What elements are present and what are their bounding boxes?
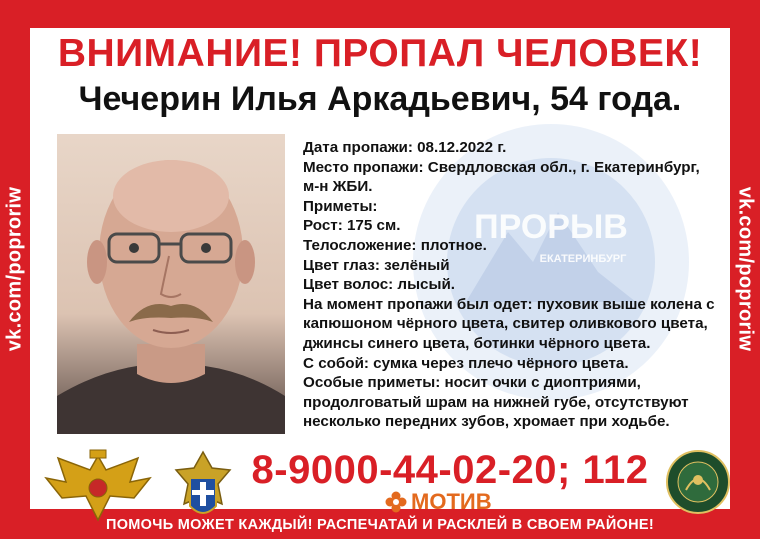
contact-phone[interactable]: 8-9000-44-02-20; 112	[251, 448, 649, 492]
vk-link-right[interactable]: vk.com/poproriw	[734, 186, 757, 352]
footer-call-to-action: ПОМОЧЬ МОЖЕТ КАЖДЫЙ! РАСПЕЧАТАЙ И РАСКЛЕЙ В СВОЕМ РАЙОНЕ!	[106, 517, 654, 533]
sponsor-name: МОТИВ	[411, 489, 492, 514]
mvd-eagle-emblem-icon	[38, 448, 158, 528]
info-line: джинсы синего цвета, ботинки чёрного цвета.	[303, 334, 651, 352]
info-line: На момент пропажи был одет: пуховик выше колена с	[303, 295, 715, 313]
investigative-committee-emblem-icon	[168, 448, 238, 528]
info-line: Рост: 175 см.	[303, 217, 401, 235]
missing-person-photo	[57, 134, 285, 434]
info-line: Дата пропажи: 08.12.2022 г.	[303, 139, 507, 156]
info-line: Приметы:	[303, 197, 378, 215]
info-line: м-н ЖБИ.	[303, 178, 373, 196]
missing-person-name: Чечерин Илья Аркадьевич, 54 года.	[78, 80, 682, 118]
red-frame-top	[0, 0, 760, 28]
info-line: капюшоном чёрного цвета, свитер оливкового цвета,	[303, 315, 708, 333]
info-line: Цвет волос: лысый.	[303, 276, 456, 294]
watermark-city: ЕКАТЕРИНБУРГ	[539, 253, 627, 265]
page-title: ВНИМАНИЕ! ПРОПАЛ ЧЕЛОВЕК!	[57, 32, 703, 75]
info-line: Цвет глаз: зелёный	[303, 256, 450, 274]
info-line: С собой: сумка через плечо чёрного цвета.	[303, 354, 629, 372]
info-line: Особые приметы: носит очки с диоптриями,	[303, 374, 641, 392]
info-line: продолговатый шрам на нижней губе, отсутствуют	[303, 393, 689, 411]
watermark-name: ПРОРЫВ	[474, 208, 628, 246]
info-line: несколько передних зубов, хромает при ходьбе.	[303, 413, 670, 431]
info-line: Телосложение: плотное.	[303, 236, 487, 254]
info-line: Место пропажи: Свердловская обл., г. Екатеринбург,	[303, 158, 700, 176]
sponsor-logo	[385, 489, 492, 515]
vk-link-left[interactable]: vk.com/poproriw	[3, 186, 26, 352]
partner-round-logo-icon	[666, 450, 730, 514]
missing-person-details	[303, 138, 733, 432]
motiv-flower-icon	[385, 491, 407, 513]
